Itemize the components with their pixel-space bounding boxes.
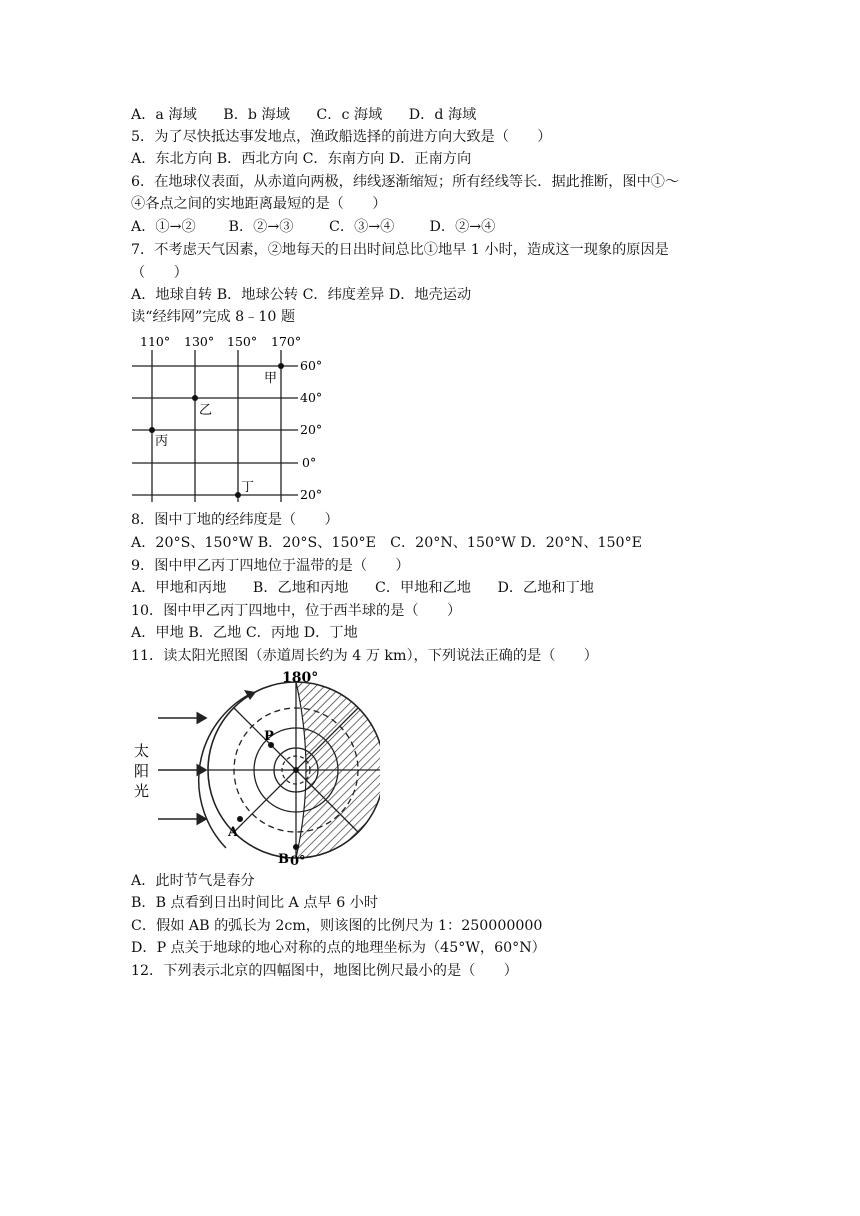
point-jia-label: 甲 (264, 371, 278, 386)
point-a (237, 816, 243, 822)
q10-options: A．甲地 B．乙地 C．丙地 D．丁地 (131, 625, 358, 641)
q9-stem: 9．图中甲乙丙丁四地位于温带的是（ ） (131, 558, 410, 574)
lon-label: 110° (140, 334, 171, 349)
q4-option-d: D．d 海域 (408, 107, 477, 123)
q8-options: A．20°S、150°W B．20°S、150°E C．20°N、150°W D．20°N、150°E (131, 535, 643, 551)
q6-options (131, 217, 495, 237)
q12-stem: 12．下列表示北京的四幅图中，地图比例尺最小的是（ ） (131, 963, 518, 979)
point-b (293, 844, 299, 850)
q11-option-b: B．B 点看到日出时间比 A 点早 6 小时 (131, 895, 379, 911)
q6-option-c: C．③→④ (329, 219, 395, 235)
q7-stem-line-2: （ ） (131, 265, 188, 281)
q10-stem: 10．图中甲乙丙丁四地中，位于西半球的是（ ） (131, 603, 462, 619)
sun-label-char: 太 (134, 742, 150, 760)
point-yi-label: 乙 (199, 403, 213, 418)
lat-label: 60° (300, 358, 323, 373)
q9-option-d: D．乙地和丁地 (497, 580, 594, 596)
lat-label: 40° (300, 390, 323, 405)
lon-label: 150° (227, 334, 258, 349)
q7-stem-line-1: 7．不考虑天气因素，②地每天的日出时间总比①地早 1 小时，造成这一现象的原因是 (131, 242, 669, 258)
label-180: 180° (282, 670, 319, 686)
q4-option-c: C．c 海域 (316, 107, 383, 123)
label-0: 0° (290, 854, 306, 868)
q9-option-a: A．甲地和丙地 (131, 580, 227, 596)
point-jia (278, 363, 284, 369)
q7-options: A．地球自转 B．地球公转 C．纬度差异 D．地壳运动 (131, 287, 472, 303)
q9-options (131, 578, 594, 598)
q6-option-d: D．②→④ (429, 219, 496, 235)
q5-options: A．东北方向 B．西北方向 C．东南方向 D．正南方向 (131, 151, 472, 167)
q11-option-d: D．P 点关于地球的地心对称的点的地理坐标为（45°W，60°N） (131, 940, 546, 956)
point-bing-label: 丙 (155, 434, 169, 449)
lat-label: 0° (302, 455, 317, 470)
sun-label-char: 光 (134, 782, 150, 800)
q4-options (131, 105, 476, 125)
sunlight-illumination-figure (130, 668, 380, 868)
q11-option-c: C．假如 AB 的弧长为 2cm，则该图的比例尺为 1：250000000 (131, 918, 543, 934)
point-b-label: B (278, 852, 289, 867)
q9-option-b: B．乙地和丙地 (252, 580, 349, 596)
point-bing (149, 427, 155, 433)
north-pole-point (293, 767, 299, 773)
point-p-label: P (264, 729, 274, 744)
lon-label: 170° (271, 334, 302, 349)
q6-stem-line-1: 6．在地球仪表面，从赤道向两极，纬线逐渐缩短；所有经线等长．据此推断，图中①～ (131, 174, 680, 190)
q5-stem: 5．为了尽快抵达事发地点，渔政船选择的前进方向大致是（ ） (131, 129, 552, 145)
intro-8-10: 读“经纬网”完成 8﹣10 题 (131, 309, 296, 325)
q4-option-b: B．b 海域 (223, 107, 290, 123)
latitude-longitude-grid-figure (128, 330, 328, 506)
q11-option-a: A．此时节气是春分 (131, 873, 255, 889)
point-a-label: A (228, 825, 239, 840)
point-yi (192, 395, 198, 401)
q6-option-a: A．①→② (131, 219, 196, 235)
q9-option-c: C．甲地和乙地 (374, 580, 471, 596)
lon-label: 130° (184, 334, 215, 349)
point-ding-label: 丁 (241, 480, 255, 495)
lat-label: 20° (300, 422, 323, 437)
q6-option-b: B．②→③ (228, 219, 294, 235)
q8-stem: 8．图中丁地的经纬度是（ ） (131, 512, 339, 528)
q11-stem: 11．读太阳光照图（赤道周长约为 4 万 km），下列说法正确的是（ ） (131, 648, 598, 664)
lat-label: 20° (300, 487, 323, 502)
sun-label-char: 阳 (134, 762, 150, 780)
q6-stem-line-2: ④各点之间的实地距离最短的是（ ） (131, 196, 387, 212)
q4-option-a: A．a 海域 (131, 107, 197, 123)
